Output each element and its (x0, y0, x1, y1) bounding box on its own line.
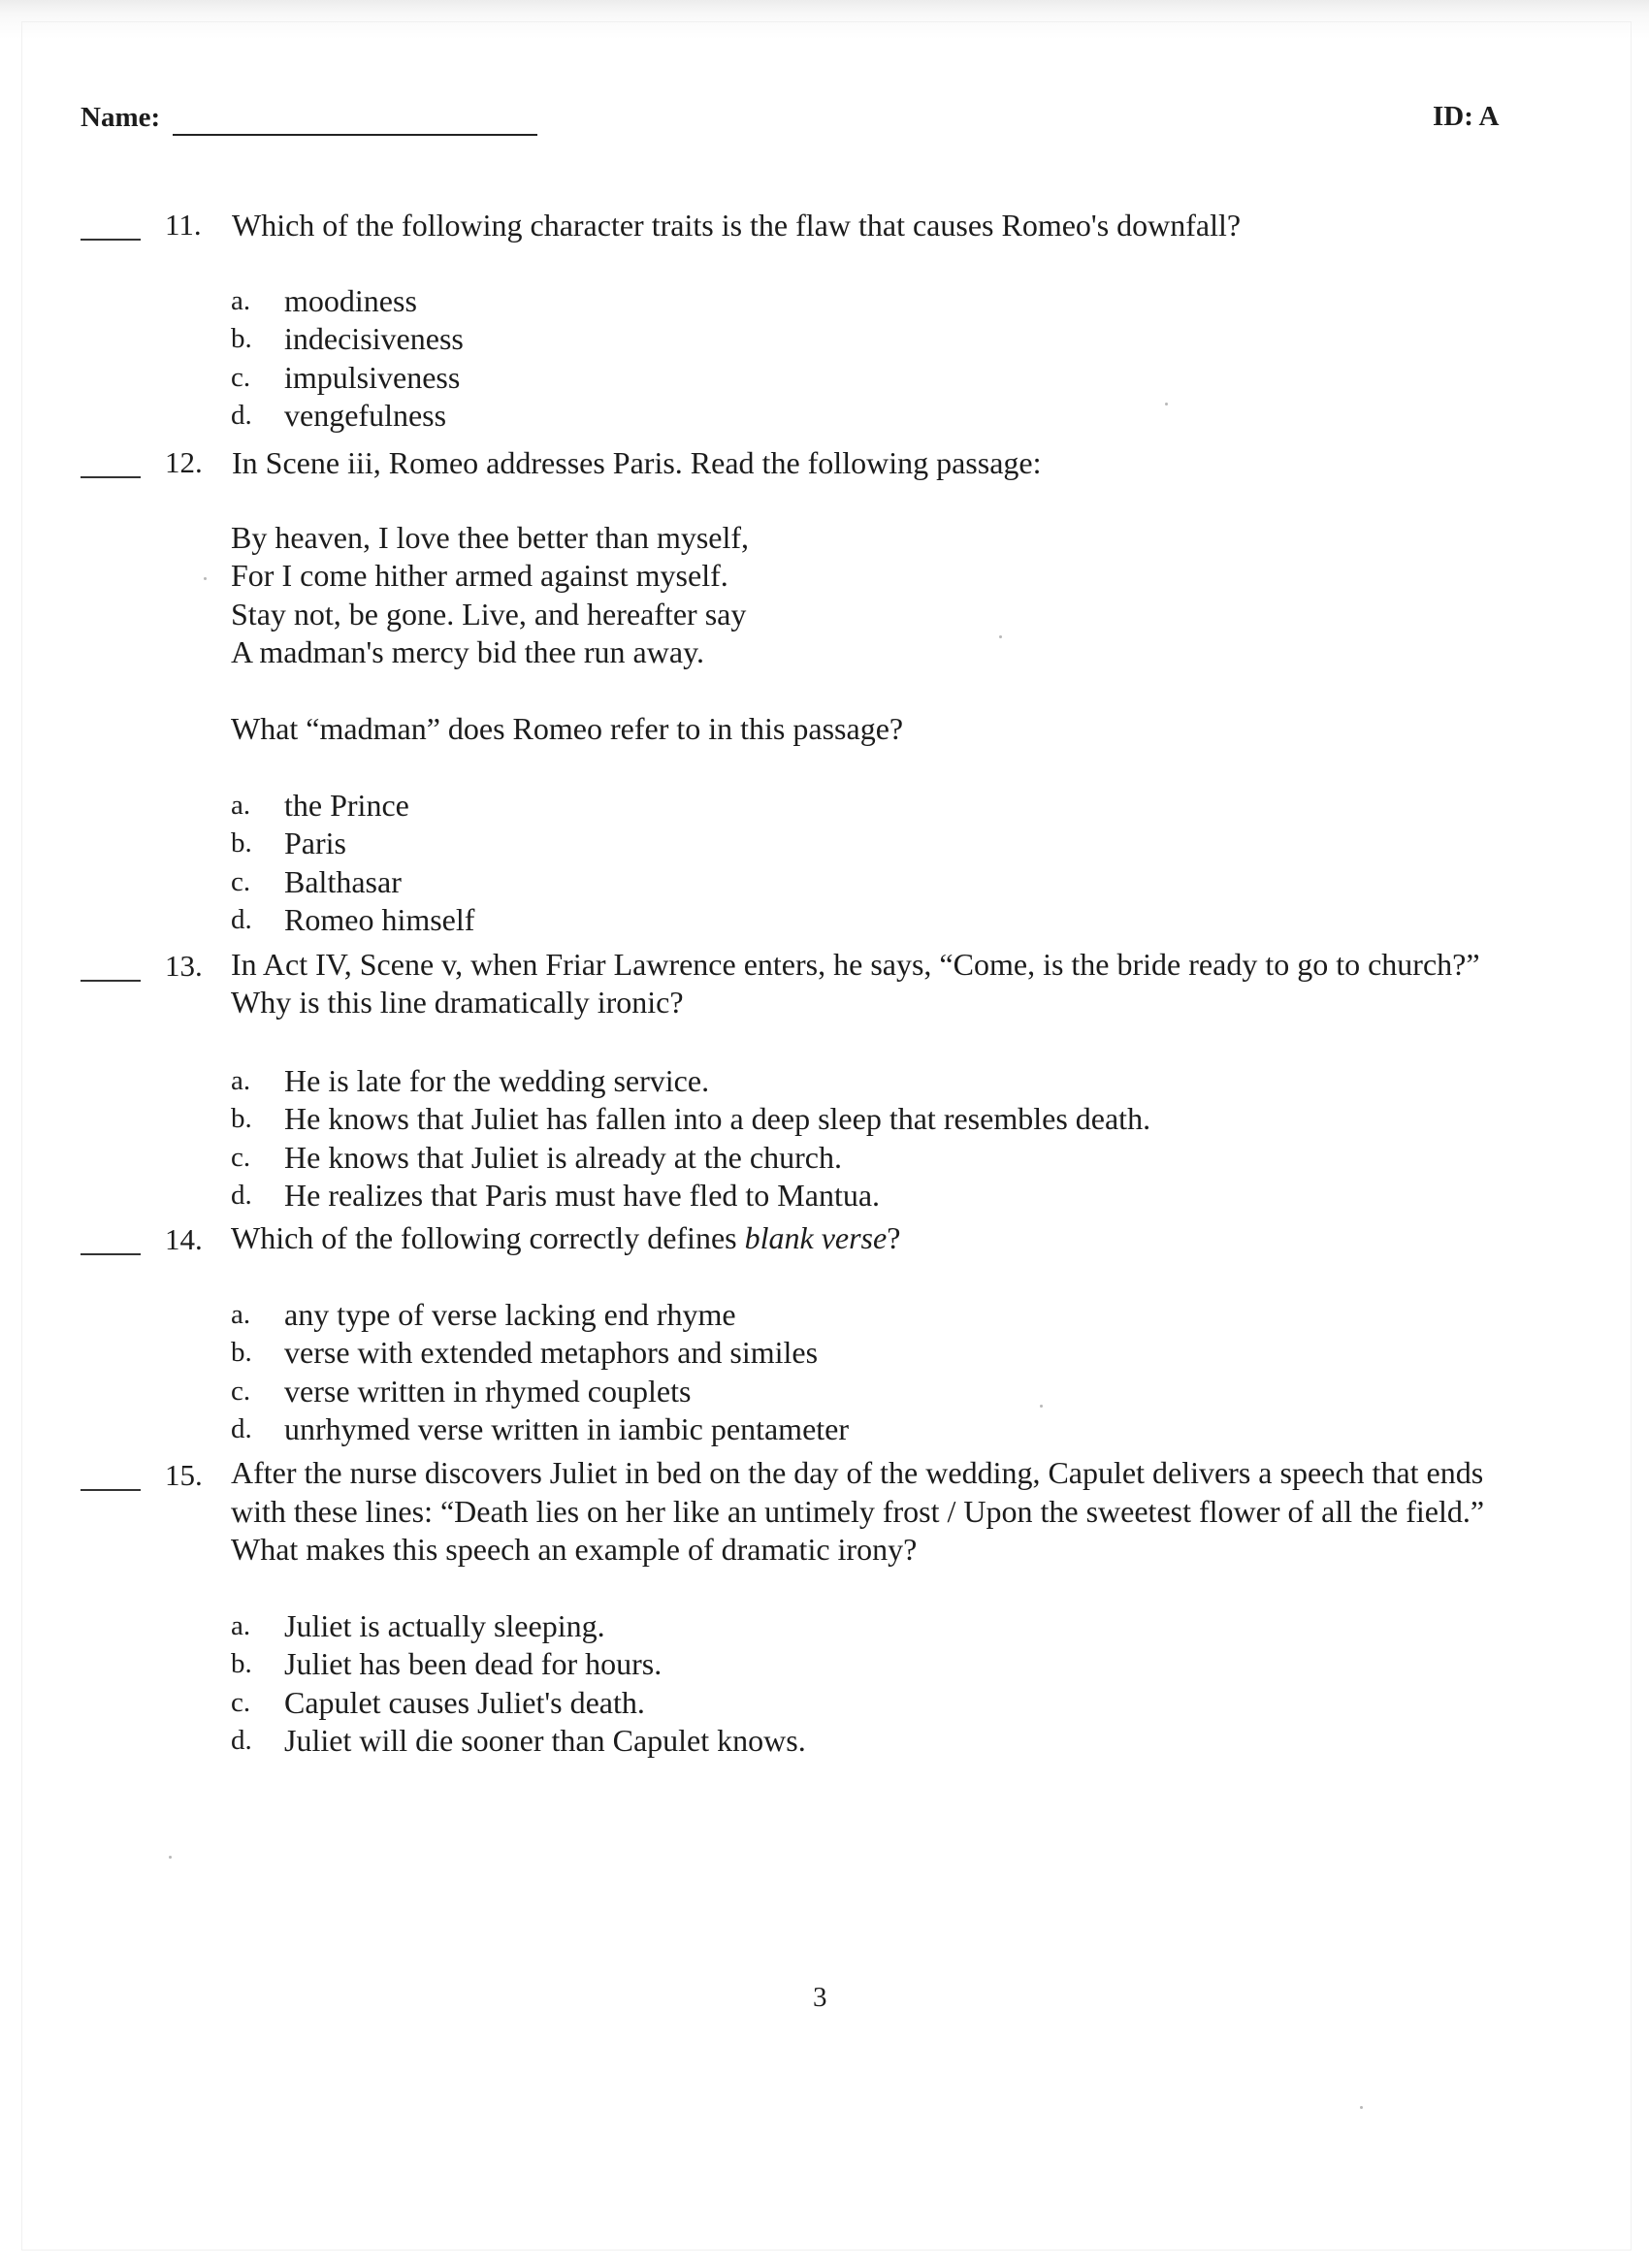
option-letter: a. (231, 1610, 251, 1641)
option-text: Capulet causes Juliet's death. (284, 1685, 645, 1720)
option-text: moodiness (284, 283, 417, 318)
page-number: 3 (813, 1982, 827, 2013)
scan-speck (1040, 1405, 1043, 1408)
name-label: Name: (81, 102, 161, 133)
question-text-suffix: ? (887, 1220, 901, 1255)
question-text-term: blank verse (744, 1220, 888, 1255)
question-followup: What “madman” does Romeo refer to in this passage? (231, 711, 904, 746)
scan-speck (1165, 403, 1168, 405)
option-letter: d. (231, 1725, 252, 1756)
question-number: 15. (165, 1458, 203, 1492)
option-letter: c. (231, 1687, 251, 1718)
passage-line: By heaven, I love thee better than myself, (231, 520, 750, 555)
answer-blank-12[interactable] (81, 476, 141, 478)
option-letter: a. (231, 1299, 251, 1330)
option-letter: a. (231, 285, 251, 316)
option-letter: c. (231, 1376, 251, 1407)
id-label: ID: A (1433, 101, 1500, 132)
name-answer-line[interactable] (173, 134, 537, 136)
option-letter: b. (231, 1337, 252, 1368)
answer-blank-13[interactable] (81, 980, 141, 982)
option-text: verse written in rhymed couplets (284, 1374, 692, 1409)
option-letter: c. (231, 866, 251, 897)
passage-line: For I come hither armed against myself. (231, 558, 728, 593)
question-text: Why is this line dramatically ironic? (231, 985, 684, 1020)
question-number: 14. (165, 1222, 203, 1256)
option-text: Juliet is actually sleeping. (284, 1608, 605, 1643)
option-letter: d. (231, 904, 252, 935)
option-letter: b. (231, 1648, 252, 1679)
option-letter: b. (231, 1103, 252, 1134)
question-text: In Act IV, Scene v, when Friar Lawrence enters, he says, “Come, is the bride ready to go to church?” (231, 947, 1480, 982)
option-text: Juliet has been dead for hours. (284, 1646, 663, 1681)
question-text: Which of the following character traits is the flaw that causes Romeo's downfall? (232, 208, 1242, 243)
option-text: indecisiveness (284, 321, 464, 356)
answer-blank-15[interactable] (81, 1489, 141, 1491)
option-text: vengefulness (284, 398, 447, 433)
option-text: Balthasar (284, 864, 402, 899)
option-letter: d. (231, 400, 252, 431)
question-text: After the nurse discovers Juliet in bed on the day of the wedding, Capulet delivers a speech that ends (231, 1455, 1484, 1490)
question-text (231, 1220, 900, 1256)
passage-line: Stay not, be gone. Live, and hereafter say (231, 597, 747, 632)
answer-blank-14[interactable] (81, 1253, 141, 1255)
option-text: verse with extended metaphors and similes (284, 1335, 819, 1370)
scan-speck (169, 1856, 172, 1859)
scan-speck (999, 635, 1002, 638)
question-number: 12. (165, 445, 203, 479)
option-text: unrhymed verse written in iambic pentameter (284, 1411, 850, 1446)
option-text: any type of verse lacking end rhyme (284, 1297, 736, 1332)
scan-speck (204, 577, 207, 580)
option-letter: a. (231, 790, 251, 821)
answer-blank-11[interactable] (81, 239, 141, 241)
option-letter: c. (231, 1142, 251, 1173)
option-text: impulsiveness (284, 360, 461, 395)
option-letter: d. (231, 1180, 252, 1211)
option-letter: b. (231, 827, 252, 859)
question-text: What makes this speech an example of dramatic irony? (231, 1532, 918, 1567)
question-text: with these lines: “Death lies on her like an untimely frost / Upon the sweetest flower of all the field.” (231, 1494, 1485, 1529)
option-text: Romeo himself (284, 902, 475, 937)
scan-speck (1360, 2106, 1363, 2109)
option-text: He knows that Juliet is already at the church. (284, 1140, 842, 1175)
option-text: Juliet will die sooner than Capulet knows. (284, 1723, 806, 1758)
question-text-prefix: Which of the following correctly defines (231, 1220, 745, 1255)
passage-line: A madman's mercy bid thee run away. (231, 634, 704, 669)
option-letter: c. (231, 362, 251, 393)
question-number: 11. (165, 208, 202, 242)
option-text: Paris (284, 826, 346, 860)
question-number: 13. (165, 949, 203, 983)
option-letter: d. (231, 1413, 252, 1444)
option-text: He is late for the wedding service. (284, 1063, 710, 1098)
option-text: He knows that Juliet has fallen into a deep sleep that resembles death. (284, 1101, 1151, 1136)
option-text: He realizes that Paris must have fled to Mantua. (284, 1178, 881, 1213)
option-text: the Prince (284, 788, 409, 823)
option-letter: b. (231, 323, 252, 354)
question-text: In Scene iii, Romeo addresses Paris. Read the following passage: (232, 445, 1042, 480)
option-letter: a. (231, 1065, 251, 1096)
